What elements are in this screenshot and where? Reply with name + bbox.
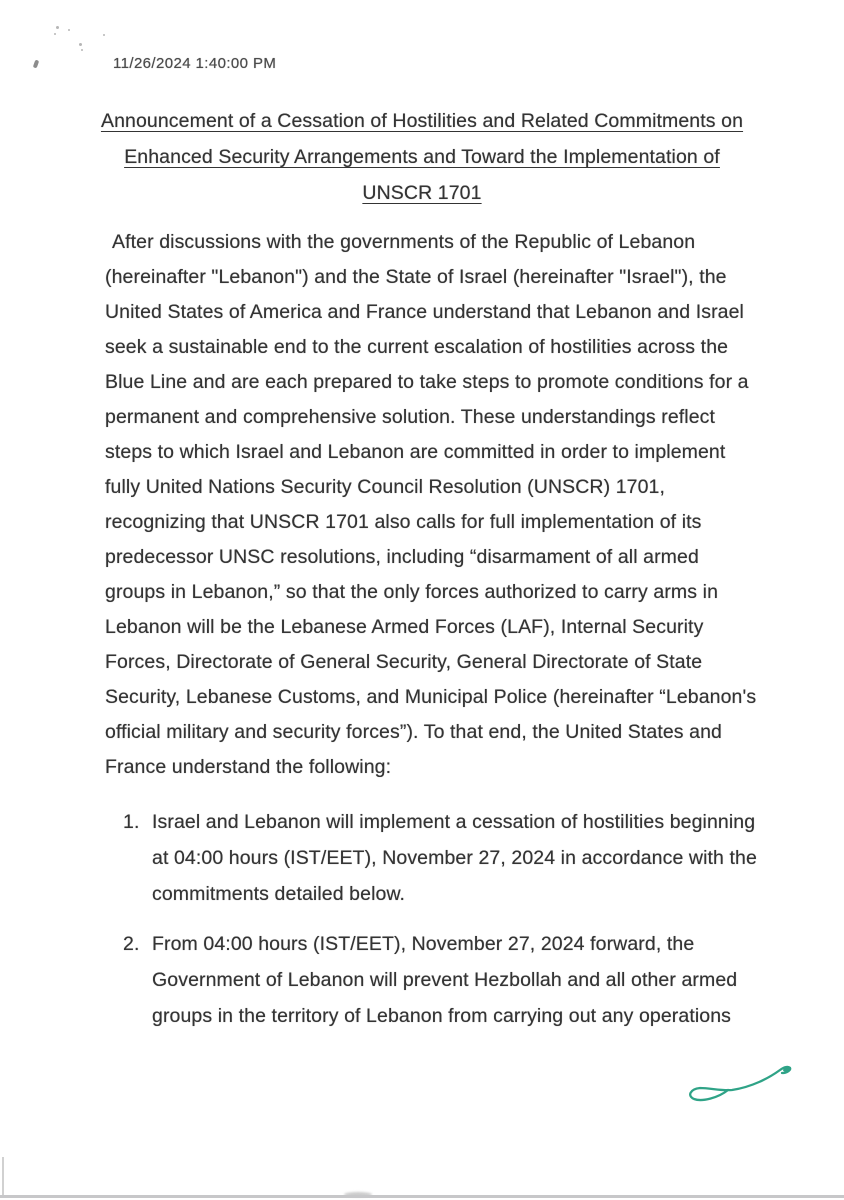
text-line: After discussions with the governments of the Republic of Lebanon <box>112 231 696 253</box>
text-line: permanent and comprehensive solution. These understandings reflect <box>105 406 716 428</box>
scan-speck <box>103 34 105 36</box>
text-line: Government of Lebanon will prevent Hezbollah and all other armed <box>152 969 738 991</box>
text-line: predecessor UNSC resolutions, including “disarmament of all armed <box>105 546 699 568</box>
green-pen-squiggle-icon <box>668 1060 798 1120</box>
text-line: (hereinafter "Lebanon") and the State of Israel (hereinafter "Israel"), the <box>105 266 727 288</box>
text-line: France understand the following: <box>105 756 392 778</box>
intro-paragraph <box>105 225 756 785</box>
pen-stroke <box>690 1067 790 1100</box>
text-line: seek a sustainable end to the current escalation of hostilities across the <box>105 336 729 358</box>
page-edge-left <box>2 1157 4 1195</box>
text-line: commitments detailed below. <box>152 883 406 905</box>
text-line: United States of America and France understand that Lebanon and Israel <box>105 301 744 323</box>
text-line: recognizing that UNSCR 1701 also calls for full implementation of its <box>105 511 702 533</box>
text-line: groups in the territory of Lebanon from carrying out any operations <box>152 1005 732 1027</box>
text-line: Forces, Directorate of General Security, General Directorate of State <box>105 651 703 673</box>
list-item-text <box>152 926 737 1034</box>
text-line: Israel and Lebanon will implement a cessation of hostilities beginning <box>152 811 756 833</box>
list-item <box>123 804 757 912</box>
scan-timestamp: 11/26/2024 1:40:00 PM <box>113 55 277 72</box>
text-line: UNSCR 1701 <box>362 182 482 204</box>
scan-speck <box>81 49 83 51</box>
document-title <box>60 103 784 211</box>
text-line: at 04:00 hours (IST/EET), November 27, 2024 in accordance with the <box>152 847 757 869</box>
text-line: Security, Lebanese Customs, and Municipal Police (hereinafter “Lebanon's <box>105 686 757 708</box>
commitments-list <box>123 804 757 1048</box>
scan-speck <box>68 29 70 31</box>
text-line: Blue Line and are each prepared to take steps to promote conditions for a <box>105 371 749 393</box>
pencil-mark <box>33 60 39 69</box>
scan-speck <box>54 33 56 35</box>
scan-speck <box>79 43 82 46</box>
scan-speck <box>56 26 59 29</box>
list-item-number: 1. <box>123 811 140 833</box>
text-line: steps to which Israel and Lebanon are committed in order to implement <box>105 441 726 463</box>
list-item-text <box>152 804 757 912</box>
page-edge-bottom <box>0 1195 844 1198</box>
text-line: groups in Lebanon,” so that the only forces authorized to carry arms in <box>105 581 719 603</box>
text-line: Enhanced Security Arrangements and Toward the Implementation of <box>124 146 720 168</box>
text-line: fully United Nations Security Council Resolution (UNSCR) 1701, <box>105 476 666 498</box>
text-line: official military and security forces”). To that end, the United States and <box>105 721 722 743</box>
text-line: From 04:00 hours (IST/EET), November 27, 2024 forward, the <box>152 933 695 955</box>
text-line: Announcement of a Cessation of Hostilities and Related Commitments on <box>100 110 744 132</box>
list-item-number: 2. <box>123 933 140 955</box>
text-line: Lebanon will be the Lebanese Armed Forces (LAF), Internal Security <box>105 616 704 638</box>
list-item <box>123 926 757 1034</box>
